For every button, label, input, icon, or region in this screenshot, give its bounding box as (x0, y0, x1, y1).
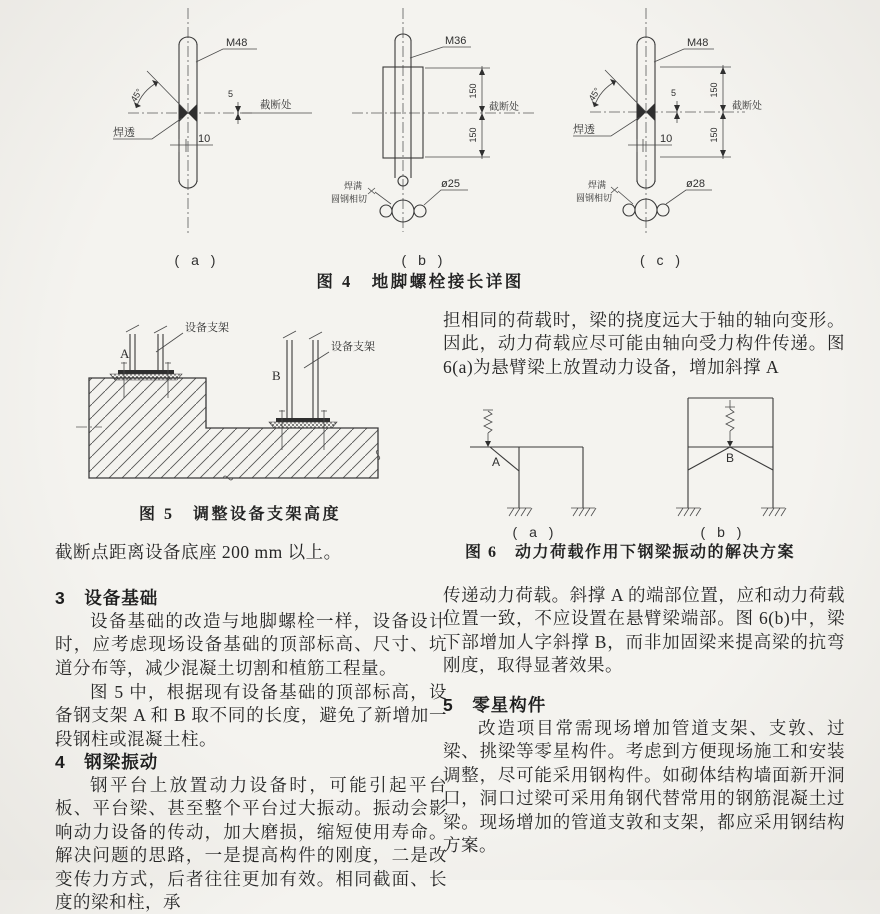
paragraph-cutoff-distance: 截断点距离设备底座 200 mm 以上。 (55, 542, 342, 562)
weld-x-mark (611, 187, 618, 193)
gap-dim-label: 5 (228, 89, 234, 99)
weld-full-label: 焊满 (344, 181, 363, 191)
support-b-callout: 设备支架 (331, 341, 375, 353)
bolt-size-label: M48 (226, 37, 248, 49)
figure5-caption: 图 5 调整设备支架高度 (138, 506, 342, 523)
round-bar-note-label: 圆钢相切 (331, 194, 368, 204)
section3-paragraph-2: 图 5 中，根据现有设备基础的顶部标高，设备钢支架 A 和 B 取不同的长度，避免了新增加一段钢柱或混凝土柱。 (55, 682, 447, 749)
subfigure-a-label: ( a ) (174, 252, 220, 268)
section3-paragraph-1: 设备基础的改造与地脚螺栓一样，设备设计时，应考虑现场设备基础的顶部标高、尺寸、坑道分布等，减少混凝土切割和植筋工程量。 (55, 611, 447, 678)
fig4-diagram-b (331, 8, 535, 268)
weld-symbol (188, 104, 197, 122)
round-bar-note-label: 圆钢相切 (576, 193, 613, 203)
gap-dim-label: 5 (671, 88, 677, 98)
figure4-anchor-bolt-details (0, 0, 880, 300)
fig6-frame-a (470, 410, 596, 540)
section3-heading: 3 设备基础 (55, 588, 159, 608)
round-bar-dia-label: ø28 (686, 178, 705, 190)
figure5-support-height-diagram (40, 300, 460, 540)
figure6-caption: 图 6 动力荷载作用下钢梁振动的解决方案 (464, 544, 796, 561)
fig6-frame-b (676, 398, 786, 540)
bolt-size-label: M48 (687, 37, 709, 49)
figure4-caption: 图 4 地脚螺栓接长详图 (316, 272, 524, 291)
paragraph-dynamic-load-mid: 传递动力荷载。斜撑 A 的端部位置，应和动力荷载位置一致，不应设置在悬臂梁端部。图 6(b)中，梁下部增加人字斜撑 B，而非加固梁来提高梁的抗弯刚度，取得显著效果。 (443, 585, 845, 676)
cut-point-label: 截断处 (732, 101, 762, 112)
subfigure-b-label: ( b ) (700, 524, 746, 540)
dim-10-label: 10 (198, 133, 211, 145)
cut-point-label: 截断处 (260, 99, 292, 111)
subfigure-c-label: ( c ) (639, 252, 685, 268)
dim-150-upper: 150 (709, 82, 719, 98)
weld-through-label: 焊透 (113, 127, 135, 139)
dim-150-upper: 150 (468, 83, 478, 99)
support-a-letter: A (120, 346, 130, 361)
subfigure-b-label: ( b ) (401, 252, 447, 268)
support-a-callout: 设备支架 (185, 322, 229, 334)
figure6-vibration-solutions-diagram (440, 385, 860, 565)
angle-dim-label: 45° (586, 85, 603, 103)
brace-b-letter: B (726, 451, 735, 465)
support-b-letter: B (272, 368, 281, 383)
fig4-diagram-a (113, 8, 312, 268)
dim-150-lower: 150 (468, 127, 478, 143)
round-bar-dia-label: ø25 (441, 178, 460, 190)
dim-10-label: 10 (660, 133, 673, 145)
weld-full-label: 焊满 (588, 180, 607, 190)
section4-paragraph: 钢平台上放置动力设备时，可能引起平台板、平台梁、甚至整个平台过大振动。振动会影响动力设备的传动，加大磨损，缩短使用寿命。解决问题的思路，一是提高构件的刚度，二是改变传力方式，后者往往更加有效。相同截面、长度的梁和柱，承 (55, 775, 447, 913)
dim-150-lower: 150 (709, 127, 719, 143)
brace-a-letter: A (492, 455, 501, 469)
fig4-diagram-c (573, 8, 762, 268)
section5-paragraph: 改造项目常需现场增加管道支架、支敦、过梁、挑梁等零星构件。考虑到方便现场施工和安装调整，尽可能采用钢构件。如砌体结构墙面新开洞口，洞口过梁可采用角钢代替常用的钢筋混凝土过梁。现场增加的管道支敦和支架，都应采用钢结构方案。 (443, 718, 845, 856)
paragraph-dynamic-load-top: 担相同的荷载时，梁的挠度远大于轴的轴向变形。因此，动力荷载应尽可能由轴向受力构件传递。图 6(a)为悬臂梁上放置动力设备，增加斜撑 A (443, 310, 845, 377)
weld-through-label: 焊透 (573, 124, 595, 136)
section4-heading: 4 钢梁振动 (55, 752, 159, 772)
cut-point-label: 截断处 (489, 102, 519, 113)
weld-x-mark (368, 188, 375, 194)
bolt-size-label: M36 (445, 35, 467, 47)
angle-dim-label: 45° (128, 86, 145, 104)
concrete-foundation (76, 378, 380, 480)
subfigure-a-label: ( a ) (512, 524, 558, 540)
section5-heading: 5 零星构件 (443, 695, 547, 715)
